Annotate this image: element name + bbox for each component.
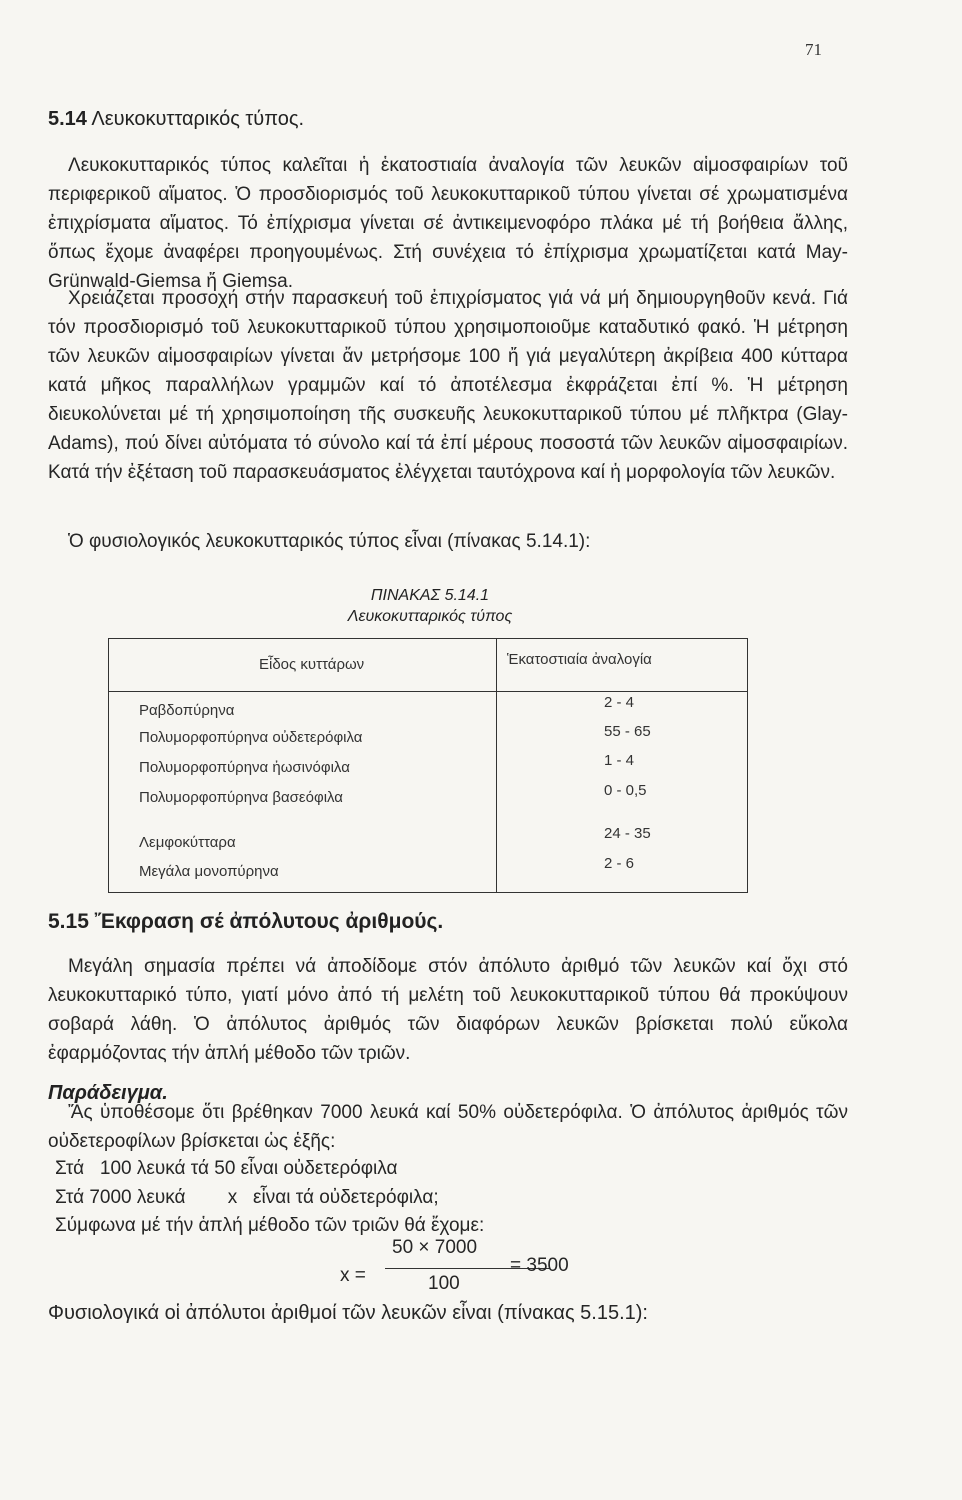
- formula-numerator: 50 × 7000: [392, 1237, 478, 1258]
- table-column-divider: [496, 639, 497, 892]
- formula-result: = 3500: [510, 1255, 569, 1276]
- section-heading-5-14: [48, 108, 304, 131]
- table-cell-type: Πολυμορφοπύρηνα οὐδετερόφιλα: [139, 729, 363, 746]
- paragraph-example-intro: Ἄς ὑποθέσομε ὅτι βρέθηκαν 7000 λευκά καί 50% οὐδετερόφιλα. Ὁ ἀπόλυτος ἀριθμός τῶν οὐδετεροφίλων βρίσκεται ὡς ἑξῆς:: [48, 1102, 848, 1152]
- table-cell-type: Λεμφοκύτταρα: [139, 834, 236, 851]
- formula-denominator: 100: [428, 1273, 460, 1294]
- paragraph-normal-reference: Ὁ φυσιολογικός λευκοκυτταρικός τύπος εἶναι (πίνακας 5.14.1):: [68, 531, 591, 552]
- table-cell-percentage: 55 - 65: [604, 723, 651, 740]
- table-cell-percentage: 2 - 4: [604, 694, 635, 711]
- section-title: Λευκοκυτταρικός τύπος.: [91, 108, 305, 130]
- table-header-cell-type: Εἶδος κυττάρων: [259, 656, 365, 673]
- section-number: 5.14: [48, 108, 87, 130]
- calculation-line: Στά 100 λευκά τά 50 εἶναι οὐδετερόφιλα: [55, 1158, 398, 1179]
- page-number: 71: [805, 40, 822, 59]
- table-cell-percentage: 1 - 4: [604, 752, 635, 769]
- leukocyte-formula-table: [108, 638, 748, 893]
- table-cell-percentage: 0 - 0,5: [604, 782, 647, 799]
- table-header-percentage: Ἑκατοστιαία ἀναλογία: [507, 651, 652, 668]
- section-title: Ἔκφραση σέ ἀπόλυτους ἀριθμούς.: [94, 910, 444, 933]
- table-caption-number: ΠΙΝΑΚΑΣ 5.14.1: [370, 587, 490, 604]
- table-cell-percentage: 2 - 6: [604, 855, 635, 872]
- formula-lhs: x =: [340, 1265, 366, 1286]
- example-label: Παράδειγμα.: [48, 1082, 168, 1104]
- section-number: 5.15: [48, 910, 89, 933]
- table-cell-type: Πολυμορφοπύρηνα ἠωσινόφιλα: [139, 759, 350, 776]
- paragraph-absolute-numbers: Μεγάλη σημασία πρέπει νά ἀποδίδομε στόν ἀπόλυτο ἀριθμό τῶν λευκῶν καί ὄχι στό λευκοκυτταρικό τύπο, γιατί μόνο ἀπό τή μελέτη τοῦ λευκοκυτταρικοῦ τύπου θά προκύψουν σοβαρά λάθη. Ὁ ἀπόλυτος ἀριθμός τῶν διαφόρων λευκῶν βρίσκεται πολύ εὔκολα ἐφαρμόζοντας τήν ἁπλή μέθοδο τῶν τριῶν.: [48, 956, 848, 1064]
- closing-line: Φυσιολογικά οἱ ἀπόλυτοι ἀριθμοί τῶν λευκῶν εἶναι (πίνακας 5.15.1):: [48, 1302, 648, 1324]
- table-cell-percentage: 24 - 35: [604, 825, 651, 842]
- calculation-line: Στά 7000 λευκά x εἶναι τά οὐδετερόφιλα;: [55, 1187, 439, 1208]
- table-caption-title: Λευκοκυτταρικός τύπος: [347, 608, 513, 625]
- calculation-line: Σύμφωνα μέ τήν ἁπλή μέθοδο τῶν τριῶν θά ἔχομε:: [55, 1215, 485, 1236]
- paragraph-method: Χρειάζεται προσοχή στήν παρασκευή τοῦ ἐπιχρίσματος γιά νά μή δημιουργηθοῦν κενά. Γιά τόν προσδιορισμό τοῦ λευκοκυτταρικοῦ τύπου χρησιμοποιοῦμε καταδυτικό φακό. Ἡ μέτρηση τῶν λευκῶν αἱμοσφαιρίων γίνεται ἄν μετρήσομε 100 ἤ γιά μεγαλύτερη ἀκρίβεια 400 κύτταρα κατά μῆκος παραλλήλων γραμμῶν καί τό ἀποτέλεσμα ἐκφράζεται ἐπί %. Ἡ μέτρηση διευκολύνεται μέ τή χρησιμοποίηση τῆς συσκευῆς λευκοκυτταρικοῦ τύπου μέ πλῆκτρα (Glay-Adams), πού δίνει αὐτόματα τό σύνολο καί τά ἐπί μέρους ποσοστά τῶν λευκῶν αἱμοσφαιρίων. Κατά τήν ἐξέταση τοῦ παρασκευάσματος ἐλέγχεται ταυτόχρονα καί ἡ μορφολογία τῶν λευκῶν.: [48, 288, 848, 483]
- table-header-divider: [109, 691, 747, 692]
- table-cell-type: Πολυμορφοπύρηνα βασεόφιλα: [139, 789, 343, 806]
- table-cell-type: Μεγάλα μονοπύρηνα: [139, 863, 279, 880]
- paragraph-intro: Λευκοκυτταρικός τύπος καλεῖται ἡ ἑκατοστιαία ἀναλογία τῶν λευκῶν αἱμοσφαιρίων τοῦ περιφερικοῦ αἵματος. Ὁ προσδιορισμός τοῦ λευκοκυτταρικοῦ τύπου γίνεται σέ χρωματισμένα ἐπιχρίσματα αἵματος. Τό ἐπίχρισμα γίνεται σέ ἀντικειμενοφόρο πλάκα μέ τή βοήθεια ἄλλης, ὅπως ἔχομε ἀναφέρει προηγουμένως. Στή συνέχεια τό ἐπίχρισμα χρωματίζεται κατά May-Grünwald-Giemsa ἤ Giemsa.: [48, 155, 848, 292]
- section-heading-5-15: [48, 910, 443, 934]
- table-cell-type: Ραβδοπύρηνα: [139, 702, 235, 719]
